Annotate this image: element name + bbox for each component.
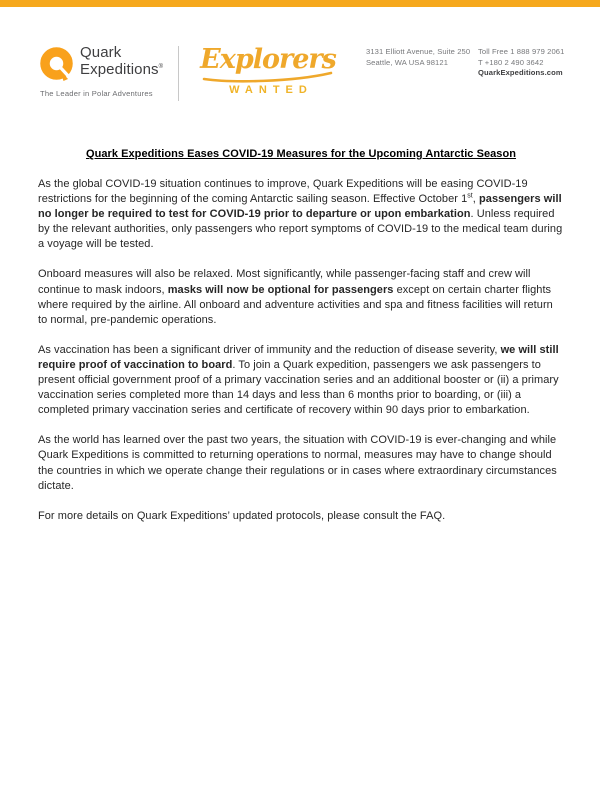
website-text: QuarkExpeditions.com bbox=[478, 68, 563, 77]
phone-line: T +180 2 490 3642 bbox=[478, 57, 544, 67]
explorers-script-text: Explorers bbox=[200, 44, 336, 75]
article bbox=[0, 148, 600, 524]
address-line2: Seattle, WA USA 98121 bbox=[366, 57, 449, 67]
paragraph: As vaccination has been a significant driver of immunity and the reduction of disease severity, we will still require proof of vaccination to board. To join a Quark expedition, passengers we ask passengers to present official government proof of a primary vaccination series and an additional booster or (ii) a primary vaccination series completed more than 14 days and less than 6 months prior to boarding, or (iii) a completed primary vaccination series and certificate of recovery within 90 days prior to embarkation. bbox=[38, 343, 559, 417]
address-column bbox=[366, 47, 478, 79]
letterhead bbox=[0, 45, 600, 101]
article-body bbox=[38, 177, 564, 524]
quark-q-logo-icon bbox=[40, 47, 73, 82]
tollfree-line: Toll Free 1 888 979 2061 bbox=[478, 47, 565, 56]
trademark-symbol: ® bbox=[158, 64, 164, 70]
paragraph: As the world has learned over the past two years, the situation with COVID-19 is ever-changing and while Quark Expeditions is committed to returning operations to normal, measures may have to change should the countries in which we operate change their regulations or in cases where extraordinary circumstances dictate. bbox=[38, 434, 557, 492]
article-title: Quark Expeditions Eases COVID-19 Measures for the Upcoming Antarctic Season bbox=[85, 148, 517, 160]
explorers-wanted-logo bbox=[195, 45, 341, 96]
brand-name-line2: Expeditions bbox=[80, 61, 159, 78]
paragraph: As the global COVID-19 situation continues to improve, Quark Expeditions will be easing COVID-19 restrictions for the beginning of the coming Antarctic sailing season. Effective October 1st, passengers will no longer be required to test for COVID-19 prior to departure or upon embarkation. Unless required by the relevant authorities, only passengers who report symptoms of COVID-19 to the medical team during a voyage will be tested. bbox=[38, 178, 563, 251]
brand-name bbox=[80, 45, 163, 77]
wanted-text: WANTED bbox=[229, 84, 313, 96]
paragraph: Onboard measures will also be relaxed. Most significantly, while passenger-facing staff and crew will continue to mask indoors, masks will now be optional for passengers except on certain charter flights where required by the airline. All onboard and adventure activities and spa and fitness facilities will return to normal, pre-pandemic operations. bbox=[38, 268, 553, 326]
address-line1: 3131 Elliott Avenue, Suite 250 bbox=[366, 47, 471, 56]
top-accent-bar bbox=[0, 0, 600, 7]
brand-logo bbox=[40, 45, 178, 98]
header-divider bbox=[178, 46, 179, 101]
contact-block bbox=[366, 45, 576, 79]
paragraph: For more details on Quark Expeditions’ updated protocols, please consult the FAQ. bbox=[38, 509, 446, 522]
brand-tagline: The Leader in Polar Adventures bbox=[40, 89, 153, 98]
brand-name-line1: Quark bbox=[80, 44, 122, 61]
phone-column bbox=[478, 47, 576, 79]
